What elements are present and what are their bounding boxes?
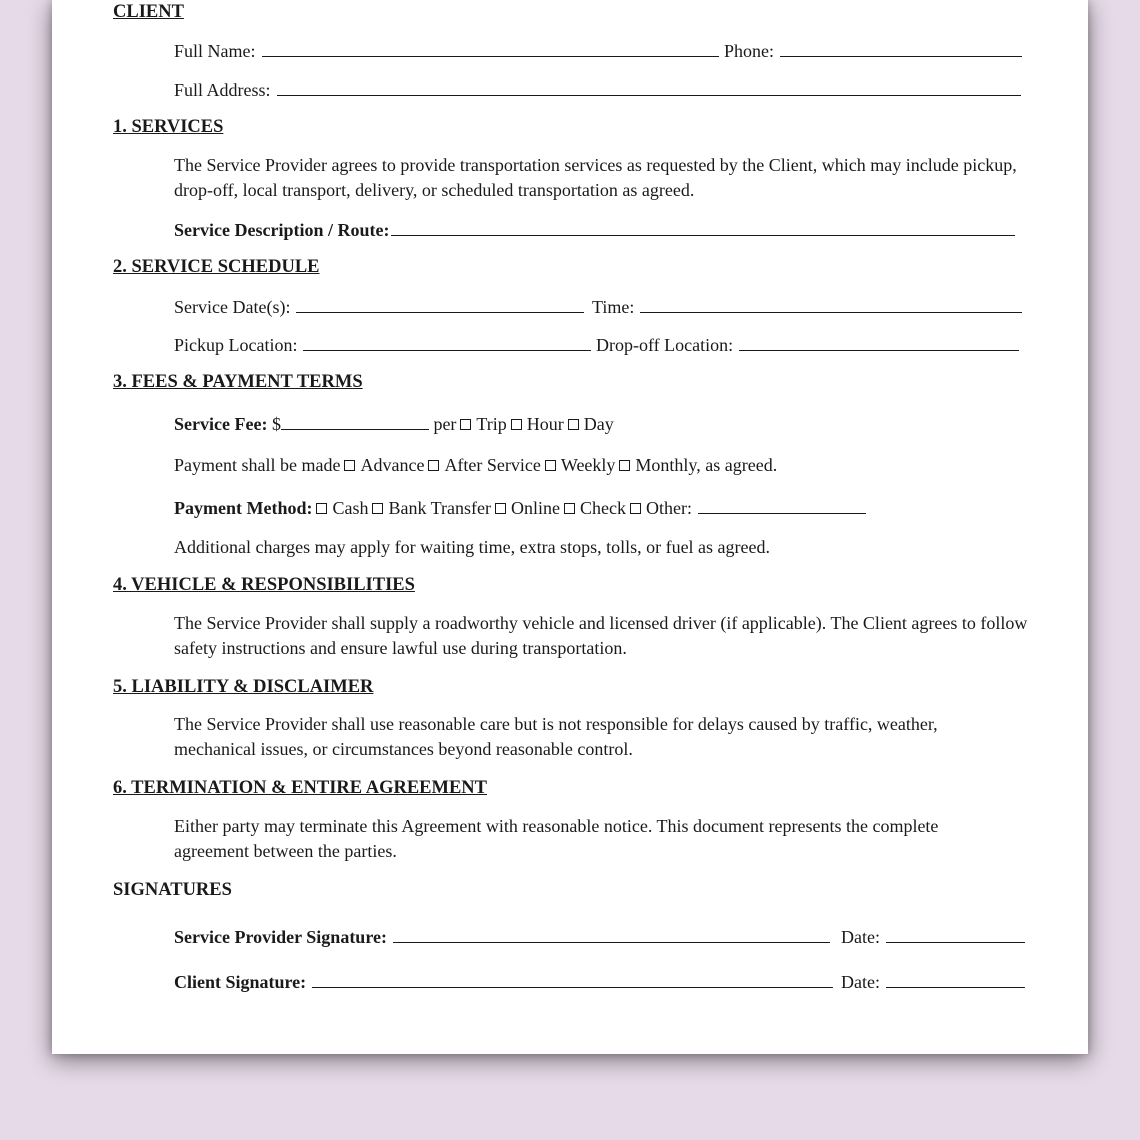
- provider-date-row: [841, 925, 1025, 948]
- document-page: [52, 0, 1088, 1054]
- service-description-row: [174, 218, 1015, 241]
- option-other: Other:: [645, 498, 692, 518]
- option-day: Day: [583, 414, 614, 434]
- full-address-label: Full Address:: [174, 80, 271, 100]
- option-check: Check: [579, 498, 626, 518]
- pickup-field[interactable]: [303, 333, 591, 351]
- payment-method-label: Payment Method:: [174, 498, 313, 518]
- client-signature-label: Client Signature:: [174, 972, 307, 992]
- termination-paragraph: Either party may terminate this Agreement with reasonable notice. This document represents the complete agreement between the parties.: [174, 816, 939, 861]
- dropoff-label: Drop-off Location:: [596, 335, 734, 355]
- other-method-field[interactable]: [698, 496, 866, 514]
- pickup-label: Pickup Location:: [174, 335, 298, 355]
- option-hour: Hour: [526, 414, 564, 434]
- option-trip: Trip: [476, 414, 507, 434]
- full-address-field[interactable]: [277, 78, 1021, 96]
- service-description-label: Service Description / Route:: [174, 220, 390, 240]
- phone-field[interactable]: [780, 39, 1022, 57]
- checkbox-trip[interactable]: [460, 419, 471, 430]
- checkbox-monthly[interactable]: [619, 460, 630, 471]
- checkbox-online[interactable]: [495, 503, 506, 514]
- payment-method-row: [174, 496, 866, 519]
- services-paragraph: The Service Provider agrees to provide transportation services as requested by the Client, which may include pickup, drop-off, local transport, delivery, or scheduled transportation as agreed.: [174, 155, 1017, 200]
- checkbox-bank-transfer[interactable]: [372, 503, 383, 514]
- additional-charges: Additional charges may apply for waiting time, extra stops, tolls, or fuel as agreed.: [174, 537, 771, 557]
- schedule-heading: 2. SERVICE SCHEDULE: [113, 257, 320, 277]
- provider-date-field[interactable]: [886, 925, 1025, 943]
- provider-signature-field[interactable]: [393, 925, 830, 943]
- service-date-field[interactable]: [296, 295, 584, 313]
- time-row: [592, 295, 1022, 318]
- full-name-row: [174, 39, 719, 62]
- full-address-row: [174, 78, 1021, 101]
- checkbox-after-service[interactable]: [428, 460, 439, 471]
- time-field[interactable]: [640, 295, 1022, 313]
- service-date-row: [174, 295, 584, 318]
- option-weekly: Weekly: [560, 455, 616, 475]
- vehicle-paragraph: The Service Provider shall supply a roadworthy vehicle and licensed driver (if applicable). The Client agrees to follow safety instructions and ensure lawful use during transportation.: [174, 613, 1028, 658]
- option-after-service: After Service: [444, 455, 541, 475]
- service-description-field[interactable]: [391, 218, 1015, 236]
- option-online: Online: [510, 498, 560, 518]
- provider-signature-label: Service Provider Signature:: [174, 927, 387, 947]
- provider-signature-row: [174, 925, 830, 948]
- option-monthly: Monthly, as agreed.: [635, 455, 778, 475]
- checkbox-other[interactable]: [630, 503, 641, 514]
- checkbox-cash[interactable]: [316, 503, 327, 514]
- full-name-label: Full Name:: [174, 41, 256, 61]
- client-signature-row: [174, 970, 833, 993]
- dropoff-row: [596, 333, 1019, 356]
- fees-heading: 3. FEES & PAYMENT TERMS: [113, 372, 363, 392]
- pickup-row: [174, 333, 591, 356]
- per-label: per: [433, 414, 457, 434]
- dropoff-field[interactable]: [739, 333, 1019, 351]
- checkbox-advance[interactable]: [344, 460, 355, 471]
- service-fee-row: [174, 412, 614, 435]
- phone-row: [724, 39, 1022, 62]
- currency-symbol: $: [271, 414, 281, 434]
- vehicle-heading: 4. VEHICLE & RESPONSIBILITIES: [113, 575, 415, 595]
- payment-prefix: Payment shall be made: [174, 455, 341, 475]
- option-cash: Cash: [332, 498, 369, 518]
- signatures-heading: SIGNATURES: [113, 880, 232, 900]
- client-date-field[interactable]: [886, 970, 1025, 988]
- services-heading: 1. SERVICES: [113, 117, 224, 137]
- checkbox-weekly[interactable]: [545, 460, 556, 471]
- checkbox-check[interactable]: [564, 503, 575, 514]
- termination-heading: 6. TERMINATION & ENTIRE AGREEMENT: [113, 778, 487, 798]
- option-advance: Advance: [360, 455, 425, 475]
- payment-timing-row: [174, 454, 777, 476]
- time-label: Time:: [592, 297, 635, 317]
- provider-date-label: Date:: [841, 927, 880, 947]
- option-bank-transfer: Bank Transfer: [388, 498, 491, 518]
- full-name-field[interactable]: [262, 39, 719, 57]
- service-fee-field[interactable]: [281, 412, 429, 430]
- service-date-label: Service Date(s):: [174, 297, 291, 317]
- liability-heading: 5. LIABILITY & DISCLAIMER: [113, 677, 374, 697]
- service-fee-label: Service Fee:: [174, 414, 268, 434]
- client-signature-field[interactable]: [312, 970, 833, 988]
- checkbox-hour[interactable]: [511, 419, 522, 430]
- liability-paragraph: The Service Provider shall use reasonable care but is not responsible for delays caused by traffic, weather, mechanical issues, or circumstances beyond reasonable control.: [174, 714, 938, 759]
- client-heading: CLIENT: [113, 2, 184, 22]
- client-date-row: [841, 970, 1025, 993]
- phone-label: Phone:: [724, 41, 775, 61]
- checkbox-day[interactable]: [568, 419, 579, 430]
- client-date-label: Date:: [841, 972, 880, 992]
